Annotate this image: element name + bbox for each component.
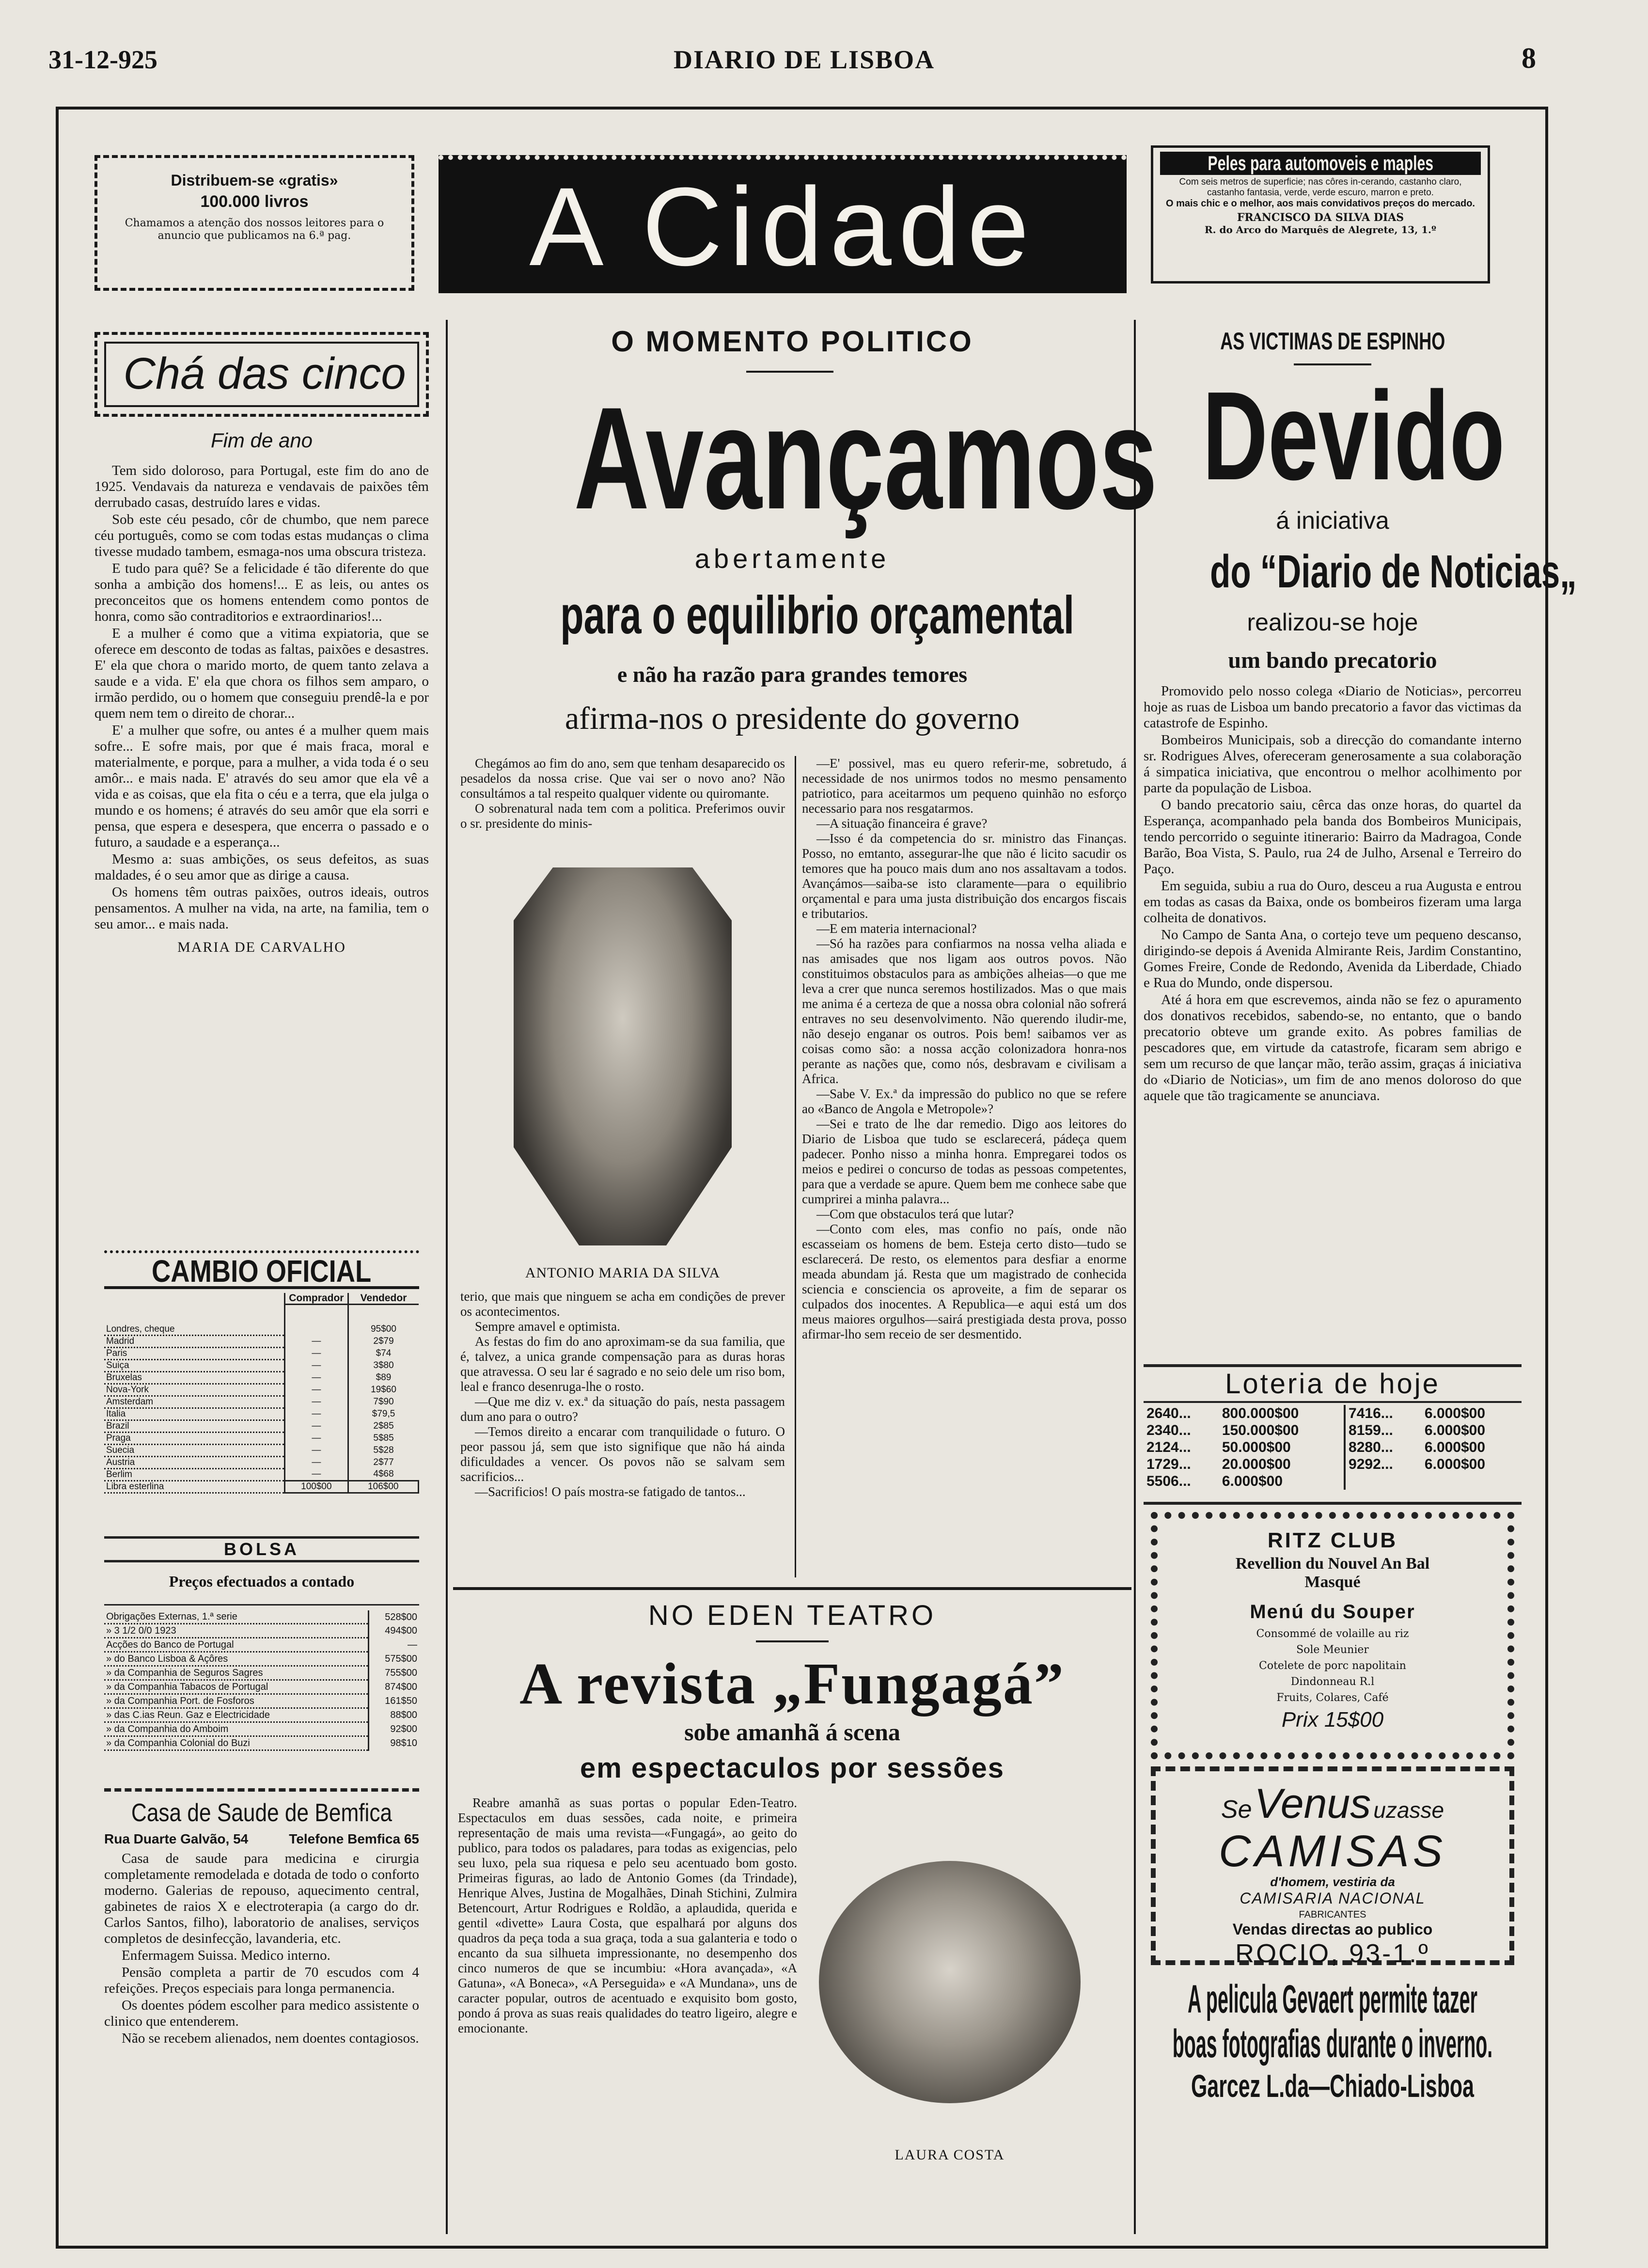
cha-paragraph: E a mulher é como que a vitima expiatoria, que se oferece em desconto de todas as faltas, paixões e desastres. E' ela que chora o marido morto, de quem tanto zelava a saude e a vida. E' ela que chora os filhos sem amparo, o irmão perdido, ou o homem que conseguiu prendê-la e por quem nem tem o direito de chorar... bbox=[94, 626, 429, 721]
eden-deck-1: sobe amanhã á scena bbox=[684, 1718, 900, 1746]
cha-paragraph: Sob este céu pesado, côr de chumbo, que nem parece céu português, como se com todas estas mudanças o clima tivesse mudado tambem, esmaga-nos uma obscura tristeza. bbox=[94, 512, 429, 559]
bolsa-name: » da Companhia de Seguros Sagres bbox=[104, 1666, 369, 1680]
president-portrait bbox=[514, 867, 732, 1245]
cambio-sell: 3$80 bbox=[373, 1360, 394, 1370]
cha-paragraph: E' a mulher que sofre, ou antes é a mulher quem mais sofre... E sofre mais, por que é mais fraca, moral e materialmente, e porque, para a mulher, a vida toda é o seu amôr... e mais nada. E' através do seu amor que ela vê a vida e as coisas, que ela fita o céu e a terra, que ela julga o mundo e os homens; é através do seu amôr que ela sorri e pensa, que espera e desespera, que encerra o passado e o futuro, a saudade e a esperança... bbox=[94, 723, 429, 850]
cambio-name: Suecia bbox=[104, 1444, 285, 1456]
politico-deck-2-wrap bbox=[460, 584, 1124, 647]
espinho-ornament bbox=[1294, 363, 1371, 365]
cambio-name: Suiça bbox=[104, 1359, 285, 1371]
venus-ad bbox=[1151, 1766, 1514, 1968]
ritz-menu: Menú du Souper bbox=[1250, 1601, 1415, 1622]
ritz-price: Prix 15$00 bbox=[1281, 1708, 1384, 1732]
section-banner bbox=[439, 155, 1127, 293]
table-row bbox=[104, 1680, 419, 1694]
loteria-box bbox=[1144, 1364, 1522, 1505]
cambio-sell: 95$00 bbox=[371, 1324, 396, 1335]
cha-paragraph: E tudo para quê? Se a felicidade é tão diferente do que sonha a ambição dos homens!... E as leis, ou antes os preconceitos que os homens entendem como pontos de honra, como são contraditorios e extraordinarios!... bbox=[94, 561, 429, 624]
cambio-name: Amsterdam bbox=[104, 1396, 285, 1408]
politico-column-rule bbox=[795, 756, 796, 1577]
bolsa-name: Acções do Banco de Portugal bbox=[104, 1638, 369, 1652]
bolsa-title: BOLSA bbox=[104, 1536, 419, 1562]
venus-camisas: CAMISAS bbox=[1218, 1827, 1447, 1876]
cambio-sell: 2$77 bbox=[373, 1457, 394, 1467]
table-row bbox=[1144, 1439, 1522, 1456]
cambio-buy: — bbox=[285, 1359, 348, 1371]
politico-paragraph: —E em materia internacional? bbox=[816, 921, 977, 936]
table-row bbox=[104, 1335, 419, 1347]
bolsa-value: — bbox=[369, 1638, 420, 1652]
politico-paragraph: —Sei e trato de lhe dar remedio. Digo aos leitores do Diario de Lisboa que tudo se esclarecerá, pádeça quem padecer. Ponho nisso a minha honra. Empregarei todos os meios e pedirei o concurso de todas as pessoas competentes, para que a verdade se apure. Quem bem me conhece sabe que cumprirei a minha palavra... bbox=[802, 1117, 1127, 1206]
venus-word-venus: Venus bbox=[1254, 1780, 1371, 1827]
column-rule-left bbox=[446, 320, 448, 2234]
politico-paragraph: —A situação financeira é grave? bbox=[816, 816, 988, 831]
eden-body-wrap bbox=[458, 1796, 797, 2036]
espinho-deck-4: um bando precatorio bbox=[1228, 647, 1437, 673]
loteria-title: Loteria de hoje bbox=[1144, 1367, 1522, 1403]
politico-paragraph: —Sabe V. Ex.ª da impressão do publico no que se refere ao «Banco de Angola e Metropole»? bbox=[802, 1087, 1127, 1116]
politico-deck-3: e não ha razão para grandes temores bbox=[617, 662, 968, 687]
cha-article bbox=[94, 463, 429, 956]
bolsa-value: 528$00 bbox=[369, 1610, 420, 1624]
kicker-ornament bbox=[746, 371, 833, 373]
casa-saude-contacts bbox=[104, 1831, 419, 1847]
cambio-title: CAMBIO OFICIAL bbox=[152, 1254, 372, 1289]
peles-body: Com seis metros de superficie; nas côres in-cerando, castanho claro, castanho fantasia, verde, verde escuro, marron e preto. bbox=[1179, 177, 1462, 198]
peles-emph: O mais chic e o melhor, aos mais convidativos preços do mercado. bbox=[1165, 198, 1475, 209]
bolsa-table-wrap bbox=[104, 1604, 419, 1751]
table-row bbox=[104, 1347, 419, 1359]
cambio-name: Londres, cheque bbox=[104, 1324, 285, 1336]
cambio-table bbox=[104, 1293, 419, 1494]
cha-paragraph: Os homens têm outras paixões, outros ideais, outros pensamentos. A mulher na vida, na arte, na familia, tem o seu amor... e mais nada. bbox=[94, 884, 429, 932]
cambio-sell: $79,5 bbox=[372, 1408, 395, 1419]
peles-title-text: Peles para automoveis e maples bbox=[1208, 152, 1433, 174]
peles-title bbox=[1160, 152, 1481, 175]
venus-line-5: FABRICANTES bbox=[1299, 1909, 1366, 1920]
issue-date: 31-12-925 bbox=[48, 45, 157, 74]
president-caption: ANTONIO MARIA DA SILVA bbox=[525, 1265, 721, 1281]
cha-paragraph: Tem sido doloroso, para Portugal, este fim do ano de 1925. Vendavais da natureza e vendavais de paixões têm derrubado casas, destruído lares e vidas. bbox=[94, 463, 429, 510]
cambio-name: Bruxelas bbox=[104, 1371, 285, 1384]
politico-paragraph: —Só ha razões para confiarmos na nossa velha aliada e nas amisades que nos ligam aos outros povos. Não constituimos obstaculos para as ambições alheias—o que me leva a crer que nunca seremos hostilizados. Mas o que mais me anima é a certeza de que a nossa obra colonial não sofrerá entraves no seu desenvolvimento. Não querendo iludir-me, não desejo enganar os outros. Pois bem! saibamos ver as coisas como são: a nossa acção colonizadora honra-nos perante as nações que, como nós, desbravam e civilisam a Africa. bbox=[802, 936, 1127, 1086]
table-row bbox=[104, 1722, 419, 1736]
casa-saude-title: Casa de Saude de Bemfica bbox=[131, 1799, 392, 1827]
casa-saude-ad bbox=[104, 1788, 419, 2137]
ritz-title: RITZ CLUB bbox=[1267, 1528, 1398, 1552]
bolsa-value: 161$50 bbox=[369, 1694, 420, 1708]
cambio-buy: — bbox=[285, 1335, 348, 1347]
table-row bbox=[104, 1468, 419, 1480]
column-rule-right bbox=[1134, 320, 1136, 2234]
cambio-sell: 5$28 bbox=[373, 1445, 394, 1455]
politico-col-1-bottom bbox=[460, 1289, 785, 1499]
cambio-buy: — bbox=[285, 1347, 348, 1359]
cha-subtitle: Fim de ano bbox=[210, 429, 313, 452]
cambio-name: Berlim bbox=[104, 1468, 285, 1480]
politico-paragraph: —Que me diz v. ex.ª da situação do país, nesta passagem dum ano para o outro? bbox=[460, 1394, 785, 1424]
loteria-number: 7416... bbox=[1349, 1405, 1393, 1421]
bolsa-name: » da Companhia do Amboim bbox=[104, 1722, 369, 1736]
ritz-item: Dindonneau R.l bbox=[1290, 1676, 1375, 1688]
politico-paragraph: —Conto com eles, mas confio no país, onde não escasseiam os homens de bem. Esteja certo disto—tudo se esclarecerá. De resto, os elementos para desfiar a enorme meada abundam já. Resta que um magistrado de conhecida sciencia e consciencia os aproveite, a fim de separar os culpados dos inocentes. A Republica—e aqui está um dos meus maiores orgulhos—sairá prestigiada desta prova, posso afirmar-lho sem receio de ser desmentido. bbox=[802, 1222, 1127, 1341]
ritz-item: Sole Meunier bbox=[1296, 1644, 1369, 1656]
espinho-paragraph: O bando precatorio saiu, cêrca das onze horas, do quartel da Esperança, acompanhado pela banda dos Bombeiros Municipais, tendo percorrido o seguinte itinerario: Bairro da Madragoa, Conde Barão, Boa Vista, S. Paulo, rua 24 de Julho, Arsenal e Terreiro do Paço. bbox=[1144, 797, 1522, 877]
casa-saude-address: Rua Duarte Galvão, 54 bbox=[104, 1831, 249, 1846]
cha-title-box bbox=[94, 332, 429, 417]
politico-col-1-top bbox=[460, 756, 785, 831]
cambio-sell: 19$60 bbox=[371, 1384, 396, 1395]
casa-saude-paragraph: Pensão completa a partir de 70 escudos com 4 refeições. Preços especiais para longa permanencia. bbox=[104, 1965, 419, 1996]
casa-saude-paragraph: Não se recebem alienados, nem doentes contagiosos. bbox=[122, 2031, 419, 2046]
politico-paragraph: Sempre amavel e optimista. bbox=[475, 1319, 620, 1334]
newspaper-name: DIARIO DE LISBOA bbox=[674, 45, 935, 74]
loteria-prize: 50.000$00 bbox=[1219, 1439, 1345, 1456]
venus-line-4: CAMISARIA NACIONAL bbox=[1240, 1890, 1426, 1907]
bolsa-value: 92$00 bbox=[369, 1722, 420, 1736]
livros-ad bbox=[94, 155, 414, 291]
gevaert-ad bbox=[1144, 1977, 1522, 2123]
laura-costa-caption: LAURA COSTA bbox=[895, 2147, 1005, 2163]
table-row bbox=[104, 1420, 419, 1432]
cha-paragraph: Mesmo a: suas ambições, os seus defeitos, as suas maldades, é o seu amor que as dirige a causa. bbox=[94, 851, 429, 883]
venus-line-1 bbox=[1165, 1780, 1500, 1828]
cambio-name: Paris bbox=[104, 1347, 285, 1359]
espinho-deck-3: realizou-se hoje bbox=[1247, 609, 1418, 636]
bolsa-name: » da Companhia Colonial do Buzi bbox=[104, 1736, 369, 1750]
loteria-number: 8159... bbox=[1349, 1422, 1393, 1438]
table-row bbox=[1144, 1473, 1522, 1490]
bolsa-name: Obrigações Externas, 1.ª serie bbox=[104, 1610, 369, 1624]
casa-saude-phone: Telefone Bemfica 65 bbox=[289, 1831, 419, 1846]
table-row bbox=[104, 1624, 419, 1638]
page-number: 8 bbox=[1522, 42, 1536, 74]
gevaert-line-2: boas fotografias durante o inverno. bbox=[1172, 2022, 1493, 2066]
venus-line-3: d'homem, vestiria da bbox=[1270, 1874, 1395, 1889]
cambio-name: Austria bbox=[104, 1456, 285, 1468]
cambio-buy: — bbox=[285, 1468, 348, 1480]
cambio-name: Madrid bbox=[104, 1335, 285, 1347]
loteria-number: 5506... bbox=[1146, 1473, 1191, 1489]
cambio-sell: 2$79 bbox=[373, 1336, 394, 1346]
bolsa-name: » do Banco Lisboa & Açôres bbox=[104, 1652, 369, 1666]
cambio-buy: — bbox=[285, 1371, 348, 1384]
bolsa-subtitle: Preços efectuados a contado bbox=[169, 1573, 355, 1590]
venus-line-6: Vendas directas ao publico bbox=[1232, 1921, 1433, 1938]
politico-headline-wrap bbox=[460, 377, 1158, 539]
cambio-col-buy: Comprador bbox=[285, 1293, 348, 1305]
venus-address: ROCIO, 93-1.º bbox=[1235, 1939, 1430, 1968]
casa-saude-paragraph: Enfermagem Suissa. Medico interno. bbox=[122, 1948, 330, 1963]
table-row bbox=[1144, 1456, 1522, 1473]
bolsa-name: » da Companhia Port. de Fosforos bbox=[104, 1694, 369, 1708]
ritz-item: Consommé de volaille au riz bbox=[1256, 1628, 1409, 1640]
bolsa-value: 575$00 bbox=[369, 1652, 420, 1666]
espinho-kicker-wrap bbox=[1144, 327, 1522, 356]
table-row bbox=[104, 1359, 419, 1371]
bolsa-name: » 3 1/2 0/0 1923 bbox=[104, 1624, 369, 1638]
table-row bbox=[104, 1384, 419, 1396]
espinho-article bbox=[1144, 683, 1522, 1105]
loteria-number: 8280... bbox=[1349, 1439, 1393, 1455]
cambio-sell: 5$85 bbox=[373, 1433, 394, 1443]
espinho-kicker: AS VICTIMAS DE ESPINHO bbox=[1220, 328, 1445, 355]
ritz-line-1: Revellion du Nouvel An Bal bbox=[1235, 1555, 1430, 1573]
politico-headline: Avançamos bbox=[574, 377, 1158, 539]
bolsa-value: 98$10 bbox=[369, 1736, 420, 1750]
table-row bbox=[104, 1396, 419, 1408]
loteria-number: 2124... bbox=[1146, 1439, 1191, 1455]
table-row bbox=[104, 1480, 419, 1493]
politico-paragraph: —Temos direito a encarar com tranquilidade o futuro. O peor passou já, sem que isto signifique que não há ainda dificuldades a vencer. Os povos não se salvam sem sacrificios... bbox=[460, 1424, 785, 1484]
loteria-prize: 6.000$00 bbox=[1424, 1422, 1486, 1438]
bolsa-name: » da Companhia Tabacos de Portugal bbox=[104, 1680, 369, 1694]
cambio-buy: — bbox=[285, 1456, 348, 1468]
loteria-prize: 6.000$00 bbox=[1219, 1473, 1345, 1490]
table-row bbox=[104, 1610, 419, 1624]
venus-word-uzasse: uzasse bbox=[1373, 1797, 1444, 1823]
eden-ornament bbox=[756, 1640, 829, 1642]
laura-costa-portrait bbox=[819, 1861, 1081, 2103]
table-row bbox=[104, 1736, 419, 1750]
table-row bbox=[104, 1666, 419, 1680]
eden-paragraph: Reabre amanhã as suas portas o popular Eden-Teatro. Espectaculos em duas sessões, cada noite, e primeira representação de mais uma revista—«Fungagá», ao geito do publico, para todos os paladares, para todas as exigencias, pelo seu luxo, pela sua riquesa e pelo seu acentuado bom gosto. Primeiras figuras, ao lado de Antonio Gomes (da Trindade), Henrique Alves, Justina de Mogalhães, Dinah Stichini, Zulmira Betencourt, Artur Rodrigues e Roldão, a aplaudida, querida e gentil «divette» Laura Costa, que espalhará por alguns dos quadros da peça toda a sua graça, toda a sua galanteria e todo o encanto da sua silhueta impressionante, no desempenho dos cinco numeros de que se incumbiu: «Hora avançada», «A Gatuna», «A Boneca», «A Perseguida» e «A Mundana», uns de caracter popular, outros de acentuado e exquisito bom gosto, pondo á prova as suas reais qualidades do teatro ligeiro, alegre e emocionante. bbox=[458, 1796, 797, 2035]
loteria-prize: 6.000$00 bbox=[1424, 1439, 1486, 1455]
table-row bbox=[1144, 1405, 1522, 1422]
cambio-buy bbox=[285, 1324, 348, 1336]
politico-paragraph: —Sacrificios! O país mostra-se fatigado de tantos... bbox=[475, 1484, 746, 1499]
table-row bbox=[104, 1694, 419, 1708]
politico-deck-2: para o equilibrio orçamental bbox=[560, 585, 1074, 645]
bolsa-value: 755$00 bbox=[369, 1666, 420, 1680]
loteria-number bbox=[1345, 1473, 1422, 1490]
cha-title: Chá das cinco bbox=[123, 349, 406, 398]
table-row bbox=[104, 1324, 419, 1336]
table-row bbox=[104, 1444, 419, 1456]
espinho-deck-2: do “Diario de Noticias„ bbox=[1210, 546, 1577, 598]
cambio-sell: 106$00 bbox=[348, 1480, 418, 1493]
espinho-paragraph: No Campo de Santa Ana, o cortejo teve um pequeno descanso, dirigindo-se depois á Avenida Almirante Reis, Jardim Constantino, Gomes Freire, Conde de Redondo, Avenida da Liberdade, Chiado e Rua do Mundo, onde dispersou. bbox=[1144, 927, 1522, 991]
gevaert-line-1: A pelicula Gevaert permite tazer bbox=[1188, 1977, 1477, 2021]
espinho-paragraph: Em seguida, subiu a rua do Ouro, desceu a rua Augusta e entrou em todas as casas da Baixa, onde os bombeiros fizeram uma larga colheita de donativos. bbox=[1144, 878, 1522, 926]
cambio-name: Nova-York bbox=[104, 1384, 285, 1396]
table-row bbox=[104, 1408, 419, 1420]
table-row bbox=[104, 1456, 419, 1468]
cha-author: MARIA DE CARVALHO bbox=[177, 939, 346, 955]
ritz-line-2: Masqué bbox=[1304, 1573, 1361, 1591]
venus-word-se: Se bbox=[1221, 1796, 1252, 1824]
cambio-buy: — bbox=[285, 1408, 348, 1420]
politico-paragraph: terio, que mais que ninguem se acha em condições de prever os acontecimentos. bbox=[460, 1289, 785, 1319]
politico-kicker: O MOMENTO POLITICO bbox=[611, 325, 973, 358]
table-row bbox=[104, 1432, 419, 1444]
casa-saude-paragraph: Os doentes pódem escolher para medico assistente o clinico que entenderem. bbox=[104, 1998, 419, 2029]
ritz-item: Fruits, Colares, Café bbox=[1276, 1692, 1389, 1704]
eden-kicker: NO EDEN TEATRO bbox=[648, 1600, 937, 1631]
table-row bbox=[104, 1652, 419, 1666]
ritz-ad bbox=[1151, 1512, 1514, 1759]
espinho-paragraph: Até á hora em que escrevemos, ainda não se fez o apuramento dos donativos recebidos, sabendo-se, no entanto, que o bando precatorio obteve um grande exito. As pobres familias de pescadores que, em virtude da catastrofe, ficaram sem abrigo e sem um recurso de que lançar mão, terão assim, graças á iniciativa do «Diario de Noticias», um fim de ano menos doloroso do que aquele que tão tragicamente se anunciava. bbox=[1144, 992, 1522, 1103]
loteria-prize: 800.000$00 bbox=[1219, 1405, 1345, 1422]
politico-paragraph: As festas do fim do ano aproximam-se da sua familia, que é, talvez, a unica grande compensação para as duras horas que atravessa. O seu lar é sagrado e no seio dele um riso bom, leal e franco desenruga-lhe o rosto. bbox=[460, 1334, 785, 1394]
casa-saude-paragraph: Casa de saude para medicina e cirurgia completamente remodelada e dotada de todo o conforto moderno. Galerias de repouso, aquecimento central, gabinetes de raios X e electroterapia (a cargo do dr. Carlos Santos, filho), laboratorio de analises, serviços completos de desinfecção, lavanderia, etc. bbox=[104, 1851, 419, 1946]
politico-paragraph: Chegámos ao fim do ano, sem que tenham desaparecido os pesadelos da nossa crise. Que vai ser o novo ano? Não consultámos a tal respeito qualquer vidente ou quiromante. bbox=[460, 756, 785, 801]
politico-deck-1: abertamente bbox=[694, 543, 890, 574]
table-row bbox=[104, 1371, 419, 1384]
livros-count: 100.000 livros bbox=[200, 192, 309, 211]
espinho-paragraph: Promovido pelo nosso colega «Diario de Noticias», percorreu hoje as ruas de Lisboa um bando precatorio a favor das victimas da catastrofe de Espinho. bbox=[1144, 683, 1522, 731]
cambio-buy: 100$00 bbox=[285, 1480, 348, 1493]
cambio-name: Italia bbox=[104, 1408, 285, 1420]
cambio-buy: — bbox=[285, 1384, 348, 1396]
section-title: A Cidade bbox=[529, 164, 1036, 289]
espinho-headline-wrap bbox=[1144, 368, 1522, 504]
loteria-prize: 150.000$00 bbox=[1219, 1422, 1345, 1439]
bolsa-table bbox=[104, 1610, 419, 1751]
peles-seller: FRANCISCO DA SILVA DIAS bbox=[1237, 211, 1404, 224]
table-row bbox=[104, 1638, 419, 1652]
espinho-deck-2-wrap bbox=[1139, 543, 1577, 601]
cambio-sell: 7$90 bbox=[373, 1396, 394, 1407]
cambio-buy: — bbox=[285, 1444, 348, 1456]
cambio-col-sell: Vendedor bbox=[348, 1293, 418, 1305]
politico-paragraph: —Com que obstaculos terá que lutar? bbox=[816, 1207, 1014, 1221]
loteria-prize: 6.000$00 bbox=[1424, 1456, 1486, 1472]
livros-body: Chamamos a atenção dos nossos leitores para o anuncio que publicamos na 6.ª pag. bbox=[125, 217, 384, 242]
livros-title: Distribuem-se «gratis» bbox=[171, 172, 338, 189]
cambio-name: Brazil bbox=[104, 1420, 285, 1432]
politico-paragraph: —E' possivel, mas eu quero referir-me, sobretudo, á necessidade de nos unirmos todos no mesmo pensamento patriotico, para aceitarmos um pequeno quinhão no esforço necessario para nos resgatarmos. bbox=[802, 756, 1127, 816]
cambio-buy: — bbox=[285, 1432, 348, 1444]
cambio-buy: — bbox=[285, 1396, 348, 1408]
loteria-prize: 20.000$00 bbox=[1219, 1456, 1345, 1473]
loteria-table bbox=[1144, 1405, 1522, 1490]
loteria-number: 9292... bbox=[1349, 1456, 1393, 1472]
cambio-buy: — bbox=[285, 1420, 348, 1432]
eden-deck-2: em espectaculos por sessões bbox=[580, 1752, 1005, 1784]
peles-ad bbox=[1151, 145, 1490, 284]
espinho-paragraph: Bombeiros Municipais, sob a direcção do comandante interno sr. Rodrigues Alves, ofereceram generosamente a sua colaboração á simpatica iniciativa, que encontrou o melhor acolhimento por parte da população de Lisboa. bbox=[1144, 732, 1522, 796]
cambio-name: Libra esterlina bbox=[104, 1480, 285, 1493]
loteria-number: 1729... bbox=[1146, 1456, 1191, 1472]
cambio-title-box bbox=[104, 1250, 419, 1289]
espinho-headline: Devido bbox=[1202, 366, 1505, 506]
politico-col-2 bbox=[802, 756, 1127, 1342]
cambio-table-wrap bbox=[104, 1293, 419, 1494]
bolsa-name: » das C.ias Reun. Gaz e Electricidade bbox=[104, 1708, 369, 1722]
bolsa-value: 874$00 bbox=[369, 1680, 420, 1694]
bolsa-value: 88$00 bbox=[369, 1708, 420, 1722]
cambio-sell: $89 bbox=[376, 1372, 392, 1383]
politico-paragraph: —Isso é da competencia do sr. ministro das Finanças. Posso, no emtanto, assegurar-lhe que não é licito sacudir os temores que ha pouco mais dum ano nos assaltavam a todos. Avançámos—saiba-se isto claramente—para o equilibrio orçamental e para uma justa distribuição dos encargos fiscais e tributarios. bbox=[802, 831, 1127, 921]
loteria-prize bbox=[1422, 1473, 1522, 1490]
loteria-number: 2340... bbox=[1146, 1422, 1191, 1438]
gevaert-line-3: Garcez L.da—Chiado-Lisboa bbox=[1191, 2068, 1475, 2104]
eden-top-rule bbox=[453, 1587, 1131, 1590]
bolsa-value: 494$00 bbox=[369, 1624, 420, 1638]
espinho-deck-1: á iniciativa bbox=[1276, 507, 1389, 534]
table-row bbox=[104, 1708, 419, 1722]
politico-deck-4: afirma-nos o presidente do governo bbox=[565, 701, 1020, 736]
politico-paragraph: O sobrenatural nada tem com a politica. Preferimos ouvir o sr. presidente do minis- bbox=[460, 801, 785, 831]
eden-headline: A revista „Fungagá” bbox=[519, 1651, 1065, 1717]
loteria-prize: 6.000$00 bbox=[1424, 1405, 1486, 1421]
cambio-sell: 2$85 bbox=[373, 1420, 394, 1431]
cambio-sell: $74 bbox=[376, 1348, 392, 1358]
ritz-item: Cotelete de porc napolitain bbox=[1259, 1660, 1406, 1672]
cambio-sell: 4$68 bbox=[373, 1468, 394, 1479]
peles-address: R. do Arco do Marquês de Alegrete, 13, 1.º bbox=[1204, 224, 1437, 236]
loteria-number: 2640... bbox=[1146, 1405, 1191, 1421]
cambio-name: Praga bbox=[104, 1432, 285, 1444]
table-row bbox=[1144, 1422, 1522, 1439]
